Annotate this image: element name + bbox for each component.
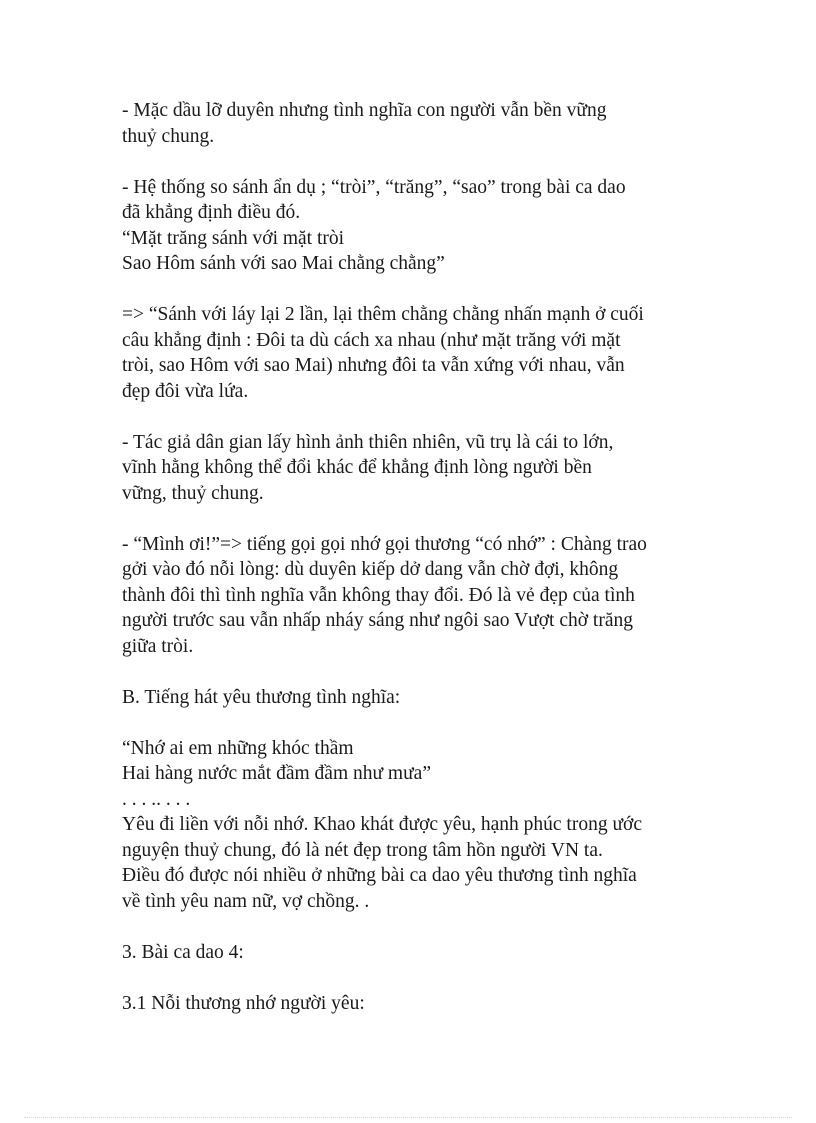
text-line: Điều đó được nói nhiều ở những bài ca dao yêu thương tình nghĩa [122, 865, 637, 886]
poem-line: Sao Hôm sánh với sao Mai chằng chằng” [122, 253, 445, 274]
poem-line: “Mặt trăng sánh với mặt tròi [122, 227, 345, 249]
paragraph-lo-duyen [122, 98, 722, 149]
text-line: về tình yêu nam nữ, vợ chồng. . [122, 890, 370, 912]
poem-line: “Nhớ ai em những khóc thầm [122, 737, 354, 759]
text-line: Yêu đi liền với nỗi nhớ. Khao khát được yêu, hạnh phúc trong ước [122, 814, 642, 835]
section-heading-3-1 [122, 991, 722, 1017]
heading-line: 3. Bài ca dao 4: [122, 941, 244, 963]
text-line: thành đôi thì tình nghĩa vẫn không thay đổi. Đó là vẻ đẹp của tình [122, 584, 635, 606]
text-line: => “Sánh với láy lại 2 lần, lại thêm chằng chằng nhấn mạnh ở cuối [122, 304, 644, 325]
text-line: tròi, sao Hôm với sao Mai) nhưng đôi ta vẫn xứng với nhau, vẫn [122, 355, 625, 376]
text-line: vĩnh hằng không thể đổi khác để khẳng định lòng người bền [122, 457, 592, 478]
paragraph-nho-ai [122, 736, 722, 915]
text-line: - Hệ thống so sánh ẩn dụ ; “tròi”, “trăng”, “sao” trong bài ca dao [122, 176, 626, 198]
poem-line: Hai hàng nước mắt đầm đầm như mưa” [122, 763, 431, 784]
heading-line: B. Tiếng hát yêu thương tình nghĩa: [122, 686, 401, 708]
ellipsis-line: . . . .. . . . [122, 788, 191, 810]
text-line: vững, thuỷ chung. [122, 482, 264, 504]
paragraph-tac-gia [122, 430, 722, 507]
text-line: gởi vào đó nỗi lòng: dù duyên kiếp dở dang vẫn chờ đợi, không [122, 559, 619, 580]
text-line: người trước sau vẫn nhấp nháy sáng như ngôi sao Vượt chờ trăng [122, 610, 633, 631]
text-line: nguyện thuỷ chung, đó là nét đẹp trong tâm hồn người VN ta. [122, 839, 603, 861]
text-line: thuỷ chung. [122, 125, 215, 147]
section-heading-b [122, 685, 722, 711]
text-line: đã khẳng định điều đó. [122, 202, 301, 223]
page-bottom-divider [24, 1117, 792, 1118]
heading-line: 3.1 Nỗi thương nhớ người yêu: [122, 992, 365, 1014]
text-line: câu khẳng định : Đôi ta dù cách xa nhau (như mặt trăng với mặt [122, 329, 621, 351]
text-line: đẹp đôi vừa lứa. [122, 380, 249, 402]
text-line: giữa tròi. [122, 635, 194, 657]
document-body [122, 98, 722, 1042]
paragraph-sanh-voi [122, 302, 722, 404]
section-heading-3 [122, 940, 722, 966]
paragraph-minh-oi [122, 532, 722, 660]
text-line: - Tác giả dân gian lấy hình ảnh thiên nhiên, vũ trụ là cái to lớn, [122, 431, 614, 453]
paragraph-so-sanh [122, 175, 722, 277]
text-line: - Mặc dầu lỡ duyên nhưng tình nghĩa con người vẫn bền vững [122, 100, 607, 121]
text-line: - “Mình ơi!”=> tiếng gọi gọi nhớ gọi thương “có nhớ” : Chàng trao [122, 533, 647, 555]
